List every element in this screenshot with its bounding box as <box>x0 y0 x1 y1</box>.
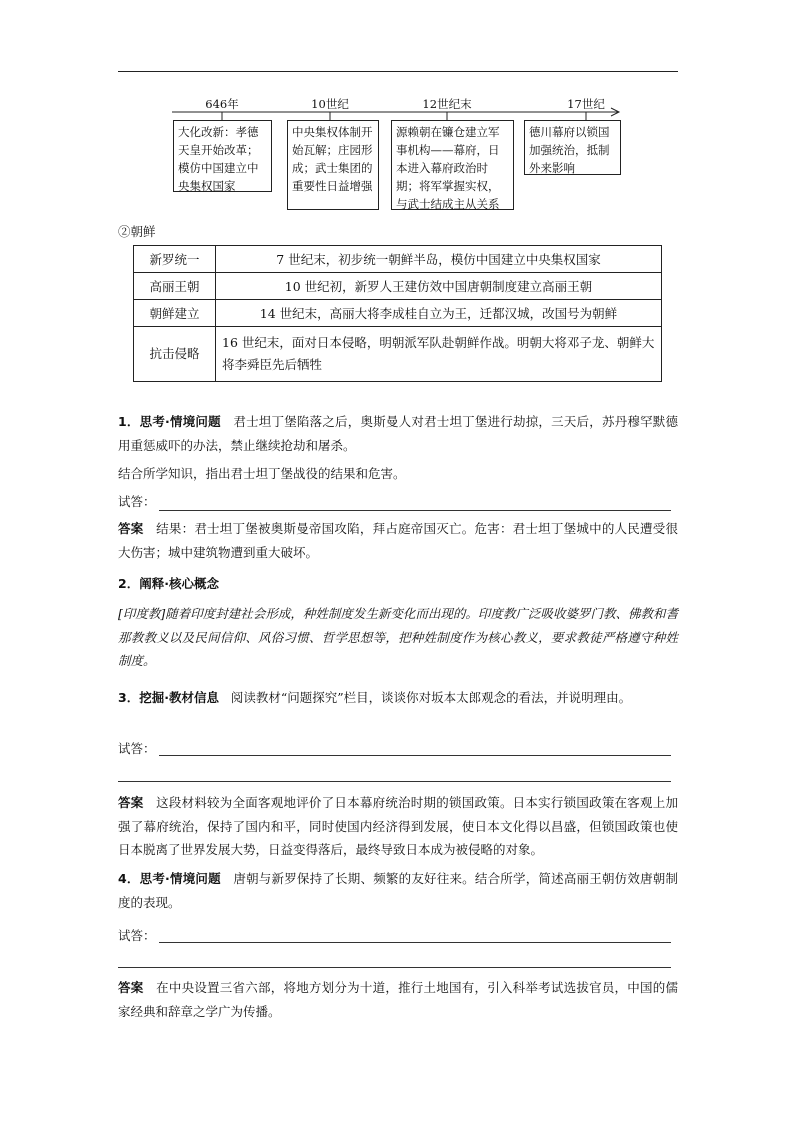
question-1 <box>118 410 678 457</box>
timeline-label-646: 646年 <box>205 97 239 111</box>
answer-blank-line[interactable] <box>118 781 671 782</box>
table-row <box>134 327 662 382</box>
question-number: 1． <box>118 414 140 429</box>
row-key: 朝鲜建立 <box>134 300 216 327</box>
answer-blank-line[interactable] <box>159 755 671 756</box>
japan-timeline <box>0 0 794 220</box>
answer-4 <box>118 976 678 1023</box>
row-key: 高丽王朝 <box>134 273 216 300</box>
answer-label: 答案 <box>118 521 144 536</box>
question-text: 阅读教材“问题探究”栏目，谈谈你对坂本太郎观念的看法，并说明理由。 <box>230 690 632 705</box>
question-1-try-label: 试答： <box>118 494 156 509</box>
question-tag: 思考·情境问题 <box>139 414 221 429</box>
question-3 <box>118 686 678 710</box>
question-number: 4． <box>118 871 140 886</box>
row-value: 7 世纪末，初步统一朝鲜半岛，模仿中国建立中央集权国家 <box>216 246 662 273</box>
question-tag: 挖掘·教材信息 <box>139 690 219 705</box>
question-tag: 思考·情境问题 <box>139 871 221 886</box>
korea-section-title: ②朝鲜 <box>118 224 156 239</box>
question-number: 2． <box>118 576 140 591</box>
timeline-box-12c: 源赖朝在镰仓建立军事机构——幕府，日本进入幕府政治时期；将军掌握实权，与武士结成主从关系 <box>391 120 514 210</box>
row-value: 10 世纪初，新罗人王建仿效中国唐朝制度建立高丽王朝 <box>216 273 662 300</box>
row-value: 14 世纪末，高丽大将李成桂自立为王，迁都汉城，改国号为朝鲜 <box>216 300 662 327</box>
answer-text: 这段材料较为全面客观地评价了日本幕府统治时期的锁国政策。日本实行锁国政策在客观上加强了幕府统治，保持了国内和平，同时使国内经济得到发展，使日本文化得以昌盛，但锁国政策也使日本脱离了世界发展大势，日益变得落后，最终导致日本成为被侵略的对象。 <box>118 795 678 857</box>
row-key: 抗击侵略 <box>134 327 216 382</box>
timeline-label-12c: 12世纪末 <box>422 97 472 111</box>
question-2-text: [印度教]随着印度封建社会形成，种姓制度发生新变化而出现的。印度教广泛吸收婆罗门教、佛教和耆那教教义以及民间信仰、风俗习惯、哲学思想等，把种姓制度作为核心教义，要求教徒严格遵守种姓制度。 <box>118 606 678 668</box>
answer-3 <box>118 791 678 862</box>
answer-text: 结果：君士坦丁堡被奥斯曼帝国攻陷，拜占庭帝国灭亡。危害：君士坦丁堡城中的人民遭受很大伤害；城中建筑物遭到重大破坏。 <box>118 521 678 560</box>
question-text: 君士坦丁堡陷落之后，奥斯曼人对君士坦丁堡进行劫掠，三天后，苏丹穆罕默德用重惩威吓的办法，禁止继续抢劫和屠杀。 <box>118 414 678 453</box>
timeline-label-17c: 17世纪 <box>567 97 605 111</box>
row-key: 新罗统一 <box>134 246 216 273</box>
question-1-prompt: 结合所学知识，指出君士坦丁堡战役的结果和危害。 <box>118 466 406 481</box>
answer-blank-line[interactable] <box>159 942 671 943</box>
timeline-box-17c: 德川幕府以锁国加强统治，抵制外来影响 <box>524 120 621 175</box>
question-text: 唐朝与新罗保持了长期、频繁的友好往来。结合所学，简述高丽王朝仿效唐朝制度的表现。 <box>118 871 678 910</box>
question-tag: 阐释·核心概念 <box>139 576 219 591</box>
korea-table <box>133 245 662 382</box>
answer-label: 答案 <box>118 980 144 995</box>
answer-blank-line[interactable] <box>118 967 671 968</box>
timeline-label-10c: 10世纪 <box>311 97 349 111</box>
question-3-try-label: 试答： <box>118 741 156 756</box>
question-number: 3． <box>118 690 140 705</box>
table-row <box>134 246 662 273</box>
question-2 <box>118 572 678 596</box>
answer-1 <box>118 517 678 564</box>
answer-blank-line[interactable] <box>159 510 671 511</box>
table-row <box>134 273 662 300</box>
table-row <box>134 300 662 327</box>
question-4-try-label: 试答： <box>118 928 156 943</box>
question-4 <box>118 867 678 914</box>
timeline-box-646: 大化改新：孝德天皇开始改革；模仿中国建立中央集权国家 <box>173 120 272 192</box>
answer-text: 在中央设置三省六部，将地方划分为十道，推行土地国有，引入科举考试选拔官员，中国的儒家经典和辞章之学广为传播。 <box>118 980 678 1019</box>
row-value: 16 世纪末，面对日本侵略，明朝派军队赴朝鲜作战。明朝大将邓子龙、朝鲜大将李舜臣先后牺牲 <box>216 327 662 382</box>
answer-label: 答案 <box>118 795 144 810</box>
timeline-box-10c: 中央集权体制开始瓦解；庄园形成；武士集团的重要性日益增强 <box>287 120 379 210</box>
